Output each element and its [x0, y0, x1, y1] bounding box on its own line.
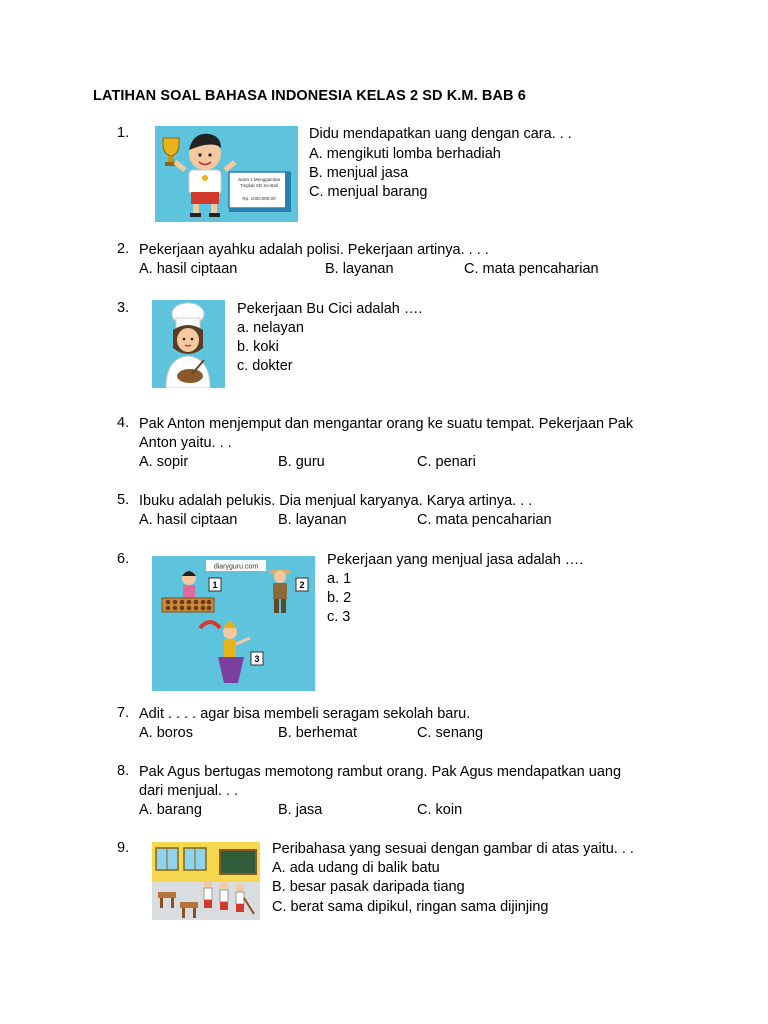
question-7-number: 7. — [117, 705, 130, 721]
question-3-text: Pekerjaan Bu Cici adalah …. — [237, 301, 423, 317]
question-4-option-a: A. sopir — [139, 454, 189, 470]
question-1-image — [155, 126, 298, 222]
certificate-line-2: Tingkat SD Se-Bali — [240, 183, 278, 188]
question-9-number: 9. — [117, 840, 130, 856]
question-2-option-b: B. layanan — [325, 261, 394, 277]
question-5-number: 5. — [117, 492, 130, 508]
question-8-text-line-1: Pak Agus bertugas memotong rambut orang. Pak Agus mendapatkan uang — [139, 764, 622, 780]
question-6-option-c: c. 3 — [327, 609, 351, 625]
question-2-option-c: C. mata pencaharian — [464, 261, 599, 277]
question-7-option-b: B. berhemat — [278, 725, 357, 741]
question-6-text: Pekerjaan yang menjual jasa adalah …. — [327, 552, 584, 568]
question-4-text-line-2: Anton yaitu. . . — [139, 435, 232, 451]
page-title: LATIHAN SOAL BAHASA INDONESIA KELAS 2 SD K.M. BAB 6 — [93, 88, 526, 104]
question-5-option-a: A. hasil ciptaan — [139, 512, 238, 528]
question-8-number: 8. — [117, 763, 130, 779]
question-6-option-a: a. 1 — [327, 571, 352, 587]
certificate-line-1: Juara 1 Menggambar — [237, 177, 281, 182]
image-label-3: 3 — [254, 654, 260, 664]
question-1-text: Didu mendapatkan uang dengan cara. . . — [309, 126, 572, 142]
question-4-number: 4. — [117, 415, 130, 431]
question-1-option-b: B. menjual jasa — [309, 165, 409, 181]
question-9-option-b: B. besar pasak daripada tiang — [272, 879, 465, 895]
question-8-option-b: B. jasa — [278, 802, 323, 818]
image-watermark: diaryguru.com — [213, 563, 259, 571]
question-2-number: 2. — [117, 241, 130, 257]
question-4-text-line-1: Pak Anton menjemput dan mengantar orang ke suatu tempat. Pekerjaan Pak — [139, 416, 634, 432]
question-6-image — [152, 556, 315, 691]
question-9-option-c: C. berat sama dipikul, ringan sama dijinjing — [272, 899, 549, 915]
question-3-option-c: c. dokter — [237, 358, 293, 374]
question-6-number: 6. — [117, 551, 130, 567]
question-1-number: 1. — [117, 125, 130, 141]
question-1-option-a: A. mengikuti lomba berhadiah — [309, 146, 501, 162]
certificate-amount: Rp. 1000.000,00 — [242, 196, 276, 201]
question-7-option-c: C. senang — [417, 725, 484, 741]
question-4-option-b: B. guru — [278, 454, 325, 470]
question-8-text-line-2: dari menjual. . . — [139, 783, 239, 799]
question-7-option-a: A. boros — [139, 725, 193, 741]
question-3-number: 3. — [117, 300, 130, 316]
question-2-option-a: A. hasil ciptaan — [139, 261, 238, 277]
question-2-text: Pekerjaan ayahku adalah polisi. Pekerjaan artinya. . . . — [139, 242, 489, 258]
image-label-1: 1 — [212, 580, 218, 590]
question-8-option-a: A. barang — [139, 802, 202, 818]
question-9-text: Peribahasa yang sesuai dengan gambar di atas yaitu. . . — [272, 841, 634, 857]
question-5-text: Ibuku adalah pelukis. Dia menjual karyanya. Karya artinya. . . — [139, 493, 533, 509]
question-8-option-c: C. koin — [417, 802, 463, 818]
question-1-option-c: C. menjual barang — [309, 184, 428, 200]
question-7-text: Adit . . . . agar bisa membeli seragam sekolah baru. — [139, 706, 471, 722]
question-5-option-b: B. layanan — [278, 512, 347, 528]
question-9-image — [152, 842, 260, 920]
question-4-option-c: C. penari — [417, 454, 476, 470]
question-3-option-a: a. nelayan — [237, 320, 304, 336]
question-5-option-c: C. mata pencaharian — [417, 512, 552, 528]
image-label-2: 2 — [299, 580, 305, 590]
question-3-option-b: b. koki — [237, 339, 279, 355]
question-3-image — [152, 300, 225, 388]
question-9-option-a: A. ada udang di balik batu — [272, 860, 440, 876]
question-6-option-b: b. 2 — [327, 590, 352, 606]
